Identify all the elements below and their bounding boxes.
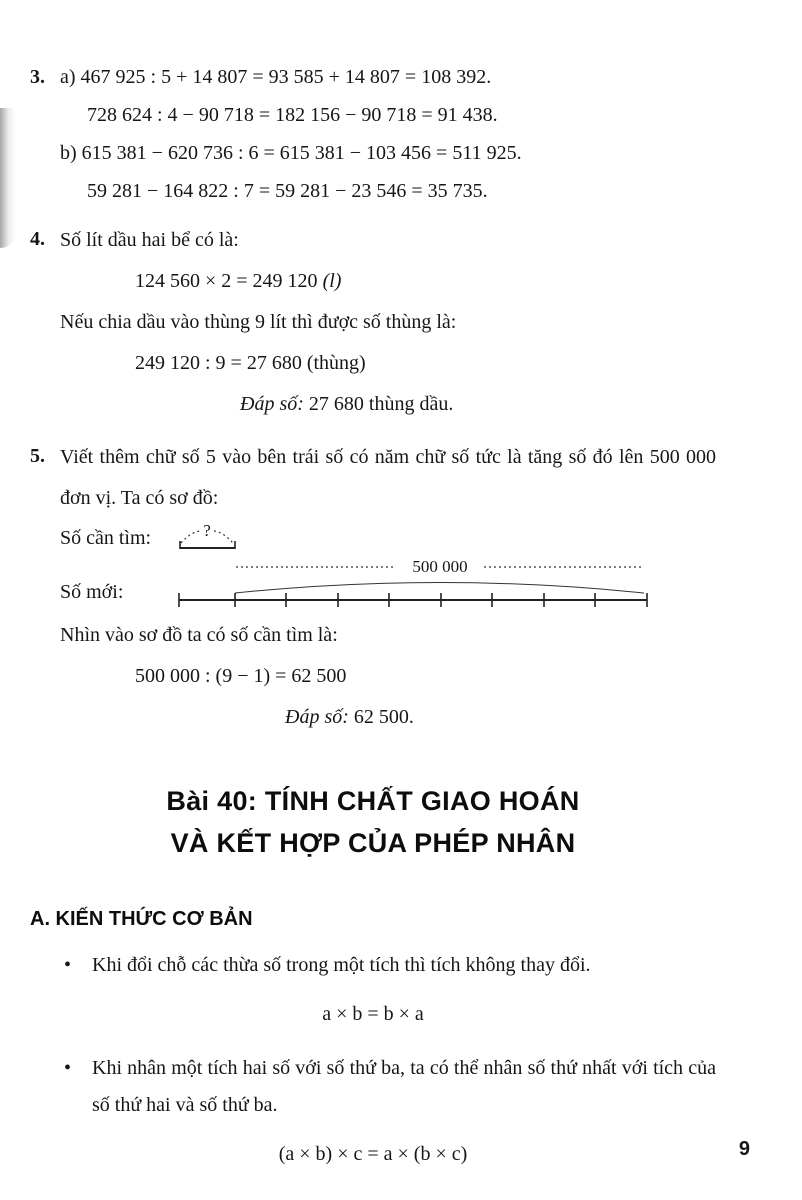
lesson-title: [30, 780, 716, 864]
problem-4: [30, 220, 716, 425]
formula-text: 124 560 × 2 = 249 120: [135, 270, 318, 292]
math-formula: 249 120 : 9 = 27 680 (thùng): [135, 352, 366, 374]
diagram-label: Số mới:: [60, 581, 124, 603]
solution-line: b) 615 381 − 620 736 : 6 = 615 381 − 103 456 = 511 925.: [60, 142, 522, 164]
answer-line: [240, 384, 716, 425]
solution-line: Nếu chia dầu vào thùng 9 lít thì được số thùng là:: [60, 311, 457, 333]
diagram-label: Số cần tìm:: [60, 527, 152, 549]
segment-diagram-new-number: [178, 557, 698, 609]
section-a-heading: A. KIẾN THỨC CƠ BẢN: [30, 908, 253, 930]
bullet-text: Khi đổi chỗ các thừa số trong một tích thì tích không thay đổi.: [92, 954, 591, 976]
lesson-title-line-1: Bài 40: TÍNH CHẤT GIAO HOÁN: [166, 786, 580, 816]
solution-line: Số lít dầu hai bể có là:: [60, 229, 239, 251]
bullet-text: Khi nhân một tích hai số với số thứ ba, ta có thể nhân số thứ nhất với tích của số thứ hai và số thứ ba.: [92, 1057, 716, 1116]
commutative-formula: a × b = b × a: [322, 1003, 424, 1025]
problem-3-solution: [60, 58, 716, 210]
knowledge-bullet-2: [64, 1050, 716, 1124]
solution-line: 59 281 − 164 822 : 7 = 59 281 − 23 546 = 35 735.: [87, 180, 488, 202]
problem-number: 3.: [30, 66, 45, 88]
lesson-title-line-2: VÀ KẾT HỢP CỦA PHÉP NHÂN: [170, 828, 576, 858]
solution-line: Nhìn vào sơ đồ ta có số cần tìm là:: [60, 624, 338, 646]
problem-4-solution: [60, 220, 716, 425]
scan-shadow-artifact: [0, 108, 16, 248]
problem-number: 5.: [30, 445, 45, 467]
associative-formula: (a × b) × c = a × (b × c): [278, 1143, 468, 1165]
answer-label: Đáp số:: [240, 393, 304, 415]
math-formula: [135, 261, 716, 302]
solution-line: a) 467 925 : 5 + 14 807 = 93 585 + 14 807 = 108 392.: [60, 66, 492, 88]
problem-5-solution: [60, 437, 716, 738]
brace-value-label: 500 000: [412, 557, 468, 576]
problem-number: 4.: [30, 228, 45, 250]
answer-value: 62 500.: [353, 706, 414, 728]
answer-label: Đáp số:: [285, 706, 349, 728]
segment-diagram-unknown: [178, 521, 698, 555]
answer-line: [285, 697, 716, 738]
bullet-marker: •: [64, 954, 72, 976]
formula-unit: (l): [322, 270, 342, 292]
dotted-curve-right: [214, 531, 233, 543]
brace-arc: [235, 583, 644, 594]
answer-value: 27 680 thùng dầu.: [308, 393, 454, 415]
page-number: 9: [738, 1138, 750, 1160]
solution-paragraph: Viết thêm chữ số 5 vào bên trái số có năm chữ số tức là tăng số đó lên 500 000 đơn vị. Ta có sơ đồ:: [60, 446, 716, 509]
dotted-curve-left: [181, 531, 200, 543]
problem-5: [30, 437, 716, 738]
knowledge-bullet-1: [64, 947, 716, 984]
math-formula: 500 000 : (9 − 1) = 62 500: [135, 665, 347, 687]
diagram-row-target: [60, 521, 716, 555]
solution-line: 728 624 : 4 − 90 718 = 182 156 − 90 718 = 91 438.: [87, 104, 498, 126]
bullet-marker: •: [64, 1057, 72, 1079]
diagram-row-new-number: [60, 557, 716, 609]
question-mark-label: ?: [203, 521, 211, 540]
problem-3: [30, 58, 716, 210]
